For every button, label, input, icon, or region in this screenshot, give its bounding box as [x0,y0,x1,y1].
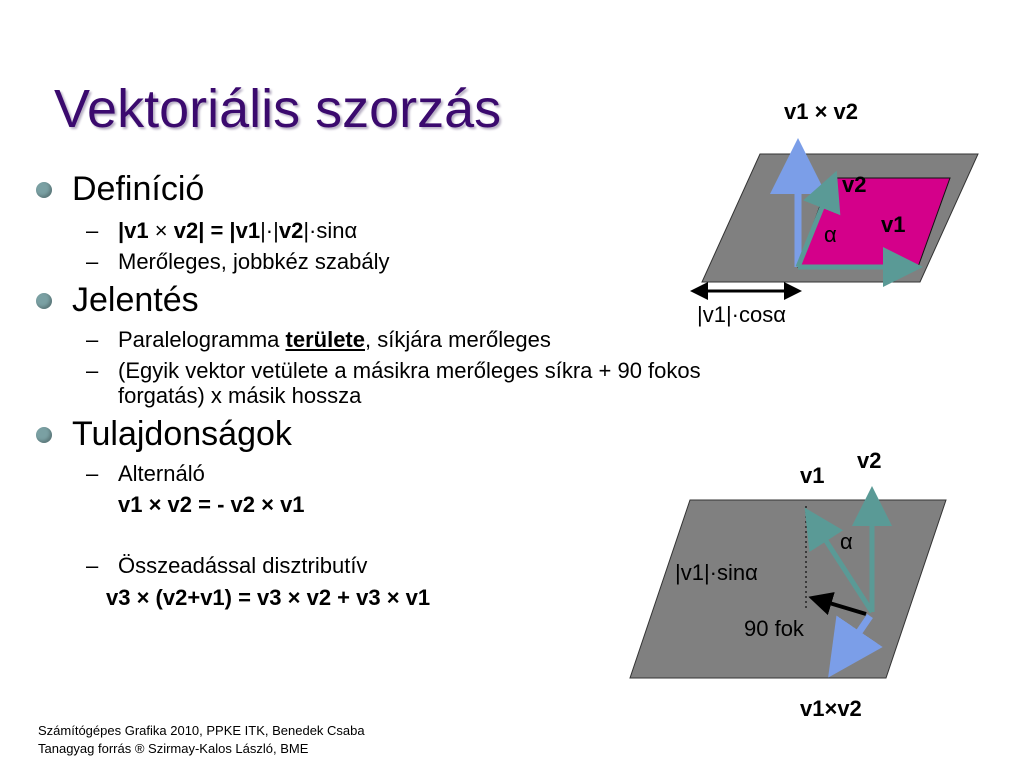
bullet-properties [36,415,292,454]
footer-line1: Számítógépes Grafika 2010, PPKE ITK, Benedek Csaba [38,723,365,738]
diagram1-label-v2: v2 [842,172,867,197]
dash: – [86,461,99,486]
meaning-line2b: forgatás) x másik hossza [118,383,362,408]
text: Paralelogramma [118,327,286,352]
diagram1-label-cross: v1 × v2 [784,99,859,124]
dash: – [86,249,99,274]
text-emphasis: területe [285,327,365,352]
text: , síkjára merőleges [365,327,551,352]
properties-alternating [86,461,205,487]
formula-part: |·sinα [303,218,358,243]
diagram1-label-v1: v1 [881,212,906,237]
definition-line2 [86,249,389,275]
text: Alternáló [118,461,205,486]
text: (Egyik vektor vetülete a másikra merőleges síkra + 90 fokos [118,358,701,383]
bullet-dot-icon [36,182,52,198]
bullet-dot-icon [36,293,52,309]
alternating-formula: v1 × v2 = - v2 × v1 [118,492,305,517]
distributive-formula: v3 × (v2+v1) = v3 × v2 + v3 × v1 [106,585,431,610]
formula-part: v2 [173,218,199,243]
formula-part: × [148,218,174,243]
diagram2-label-v1: v1 [800,463,825,488]
formula-part: | = | [198,218,236,243]
diagram2-label-alpha: α [840,529,853,554]
diagram1-label-cos: |v1|·cosα [697,302,786,327]
formula-part: v1 [235,218,261,243]
dash: – [86,218,99,243]
diagram2-label-cross: v1×v2 [800,696,862,721]
bullet-label: Jelentés [72,281,199,319]
footer-line2: Tanagyag forrás ® Szirmay-Kalos László, BME [38,741,309,756]
formula-part: |·| [260,218,279,243]
formula-part: v2 [278,218,304,243]
formula-part: v1 [124,218,149,243]
text: Merőleges, jobbkéz szabály [118,249,390,274]
bullet-label: Definíció [72,170,205,208]
meaning-line2a [86,358,701,384]
dash: – [86,327,99,352]
dash: – [86,358,99,383]
diagram1-label-alpha: α [824,222,837,247]
meaning-line1 [86,327,551,353]
definition-formula [86,218,357,244]
diagram2-label-sin: |v1|·sinα [675,560,758,585]
bullet-dot-icon [36,427,52,443]
bullet-meaning [36,281,199,320]
text: Összeadással disztributív [118,553,368,578]
properties-distributive [86,553,367,579]
bullet-definition [36,170,204,209]
diagram2-label-90: 90 fok [744,616,804,641]
diagram-cross-product [680,130,1000,330]
diagram-sin-rotation [620,480,960,690]
slide-title: Vektoriális szorzás [54,79,502,139]
plane2-shape [630,500,946,678]
formula-part: | [118,218,125,243]
dash: – [86,553,99,578]
diagram2-label-v2: v2 [857,448,882,473]
bullet-label: Tulajdonságok [72,415,292,453]
